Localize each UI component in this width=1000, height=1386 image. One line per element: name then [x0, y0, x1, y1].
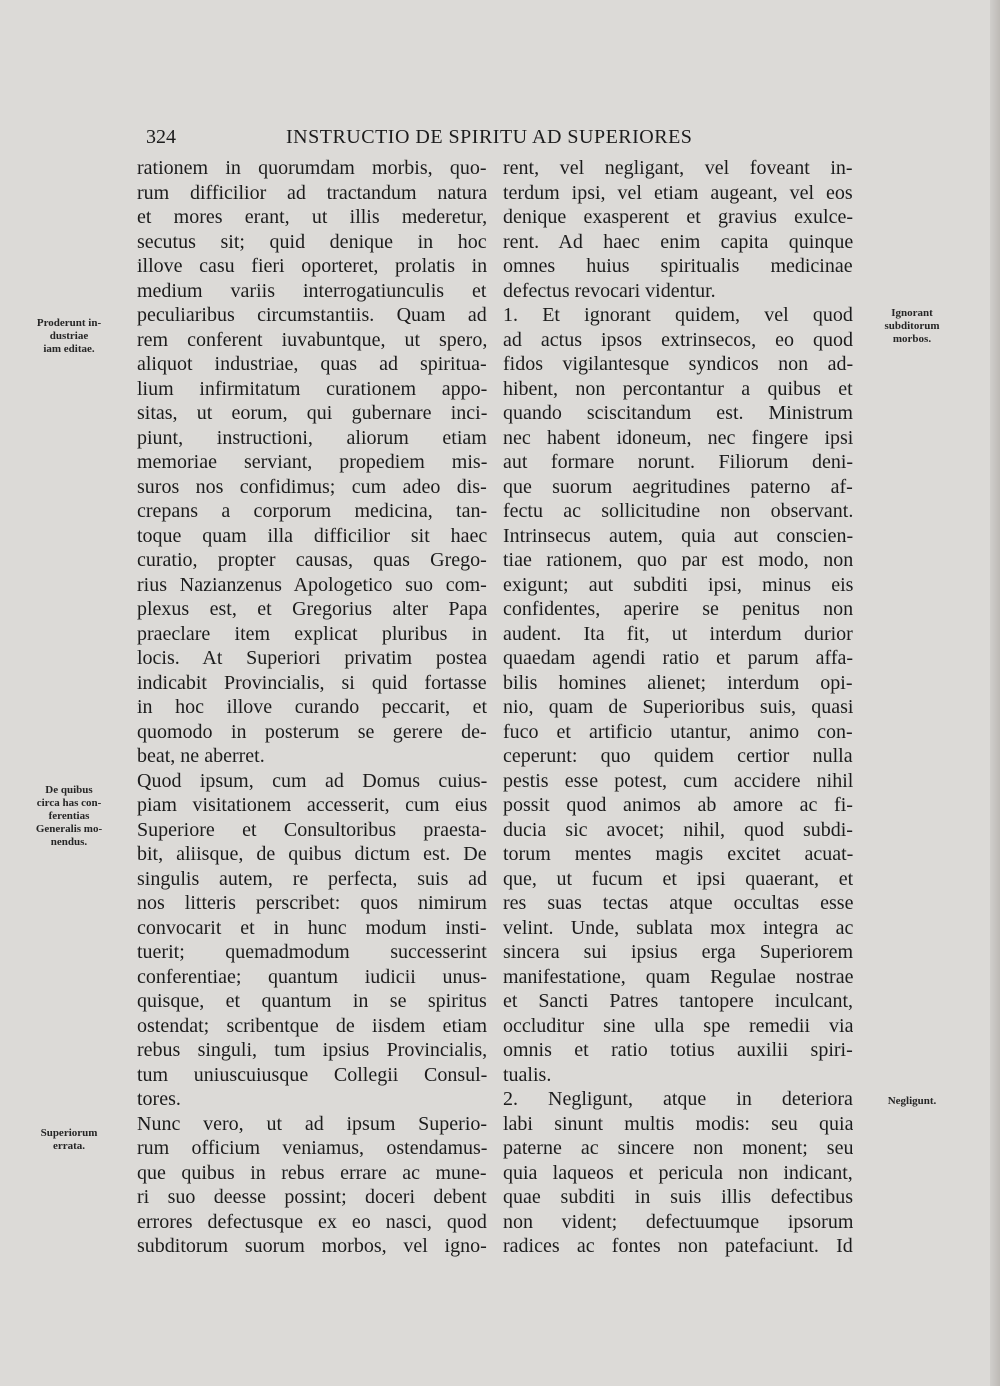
- text-line: ad actus ipsos extrinsecos, eo quod: [503, 328, 853, 351]
- text-line: beat, ne aberret.: [137, 745, 265, 767]
- margin-note-line: circa has con-: [36, 797, 102, 809]
- margin-note-negligunt: [860, 1095, 964, 1108]
- text-line: labi sinunt multis modis: seu quia: [503, 1112, 853, 1135]
- text-line: fidos vigilantesque syndicos non ad-: [503, 353, 853, 375]
- text-line: indicabit Provincialis, si quid fortasse: [137, 671, 487, 694]
- text-line: defectus revocari videntur.: [503, 279, 716, 302]
- text-line: peculiaribus circumstantiis. Quam ad: [137, 304, 487, 326]
- margin-note-line: ferentias: [48, 810, 90, 822]
- margin-note-line: Superiorum: [40, 1127, 98, 1139]
- text-line: memoriae serviant, propediem mis-: [137, 451, 487, 473]
- text-line: Nunc vero, ut ad ipsum Superio-: [137, 1112, 487, 1135]
- text-line: ostendat; scribentque de iisdem etiam: [137, 1014, 487, 1037]
- text-line: 1. Et ignorant quidem, vel quod: [503, 304, 853, 326]
- margin-note-line: De quibus: [45, 784, 93, 796]
- text-line: terdum ipsi, vel etiam augeant, vel eos: [503, 181, 853, 204]
- page-gutter-shadow: [990, 0, 1000, 1386]
- text-line: sincera sui ipsius erga Superiorem: [503, 941, 853, 963]
- text-line: rum difficilior ad tractandum natura: [137, 181, 487, 204]
- text-line: fuco et artificio utantur, animo con-: [503, 720, 853, 743]
- text-line: que quibus in rebus errare ac mune-: [137, 1161, 487, 1184]
- text-line: radices ac fontes non patefaciunt. Id: [503, 1235, 853, 1257]
- margin-note-line: nendus.: [50, 836, 88, 848]
- text-line: locis. At Superiori privatim postea: [137, 647, 487, 669]
- text-line: omnes huius spiritualis medicinae: [503, 255, 853, 277]
- margin-note-line: morbos.: [892, 333, 932, 345]
- text-line: quia laqueos et pericula non indicant,: [503, 1161, 853, 1184]
- text-line: rent, vel negligant, vel foveant in-: [503, 157, 853, 179]
- margin-note-ignorant: [860, 307, 964, 346]
- page-number: 324: [146, 126, 176, 148]
- margin-note-line: subditorum: [884, 320, 940, 332]
- text-line: paterne ac sincere non monent; seu: [503, 1137, 853, 1159]
- text-line: exigunt; aut subditi ipsi, minus eis: [503, 573, 853, 596]
- running-title: INSTRUCTIO DE SPIRITU AD SUPERIORES: [286, 126, 693, 148]
- text-line: occluditur sine ulla spe remedii via: [503, 1014, 853, 1037]
- text-line: bit, aliisque, de quibus dictum est. De: [137, 843, 487, 865]
- text-line: confidentes, aperire se penitus non: [503, 598, 853, 620]
- text-line: convocarit et in hunc modum insti-: [137, 916, 487, 939]
- margin-note-de-quibus: [14, 784, 124, 849]
- text-line: bilis homines alienet; interdum opi-: [503, 671, 853, 694]
- text-line: nio, quam de Superioribus suis, quasi: [503, 696, 853, 718]
- text-line: praeclare item explicat pluribus in: [137, 622, 487, 645]
- text-line: medium variis interrogatiunculis et: [137, 279, 487, 302]
- text-line: et mores erant, ut illis mederetur,: [137, 206, 487, 228]
- page-header: [0, 122, 1000, 152]
- text-line: rem conferent iuvabuntque, ut spero,: [137, 328, 487, 351]
- text-line: rationem in quorumdam morbis, quo-: [137, 157, 487, 179]
- text-line: aliquot industriae, quas ad spiritua-: [137, 353, 487, 375]
- text-line: quisque, et quantum in se spiritus: [137, 990, 487, 1012]
- text-line: omnis et ratio totius auxilii spiri-: [503, 1039, 853, 1061]
- text-line: hibent, non percontantur a quibus et: [503, 377, 853, 400]
- text-line: et Sancti Patres tantopere inculcant,: [503, 990, 853, 1012]
- margin-note-line: iam editae.: [43, 343, 95, 355]
- text-line: errores defectusque ex eo nasci, quod: [137, 1210, 487, 1233]
- text-line: non vident; defectuumque ipsorum: [503, 1210, 853, 1233]
- margin-note-line: Ignorant: [891, 307, 933, 319]
- text-line: possit quod animos ab amore ac fi-: [503, 794, 853, 816]
- margin-note-line: dustriae: [49, 330, 89, 342]
- text-line: que, ut fucum et ipsi quaerant, et: [503, 867, 853, 890]
- text-line: rum officium veniamus, ostendamus-: [137, 1137, 487, 1159]
- text-line: manifestatione, quam Regulae nostrae: [503, 965, 853, 988]
- text-line: ducia sic avocet; nihil, quod subdi-: [503, 818, 853, 841]
- margin-note-line: Generalis mo-: [35, 823, 103, 835]
- text-line: conferentiae; quantum iudicii unus-: [137, 965, 487, 988]
- text-line: que suorum aegritudines paterno af-: [503, 475, 853, 498]
- text-line: tualis.: [503, 1063, 552, 1086]
- text-line: suros nos confidimus; cum adeo dis-: [137, 475, 487, 498]
- text-line: quomodo in posterum se gerere de-: [137, 720, 487, 743]
- text-line: tuerit; quemadmodum successerint: [137, 941, 487, 963]
- text-line: fectu ac sollicitudine non observant.: [503, 500, 853, 522]
- text-line: subditorum suorum morbos, vel igno-: [137, 1235, 487, 1257]
- text-line: piam visitationem accesserit, cum eius: [137, 794, 487, 816]
- text-line: aut formare norunt. Filiorum deni-: [503, 451, 853, 473]
- text-line: rent. Ad haec enim capita quinque: [503, 230, 853, 253]
- margin-note-line: Proderunt in-: [36, 317, 102, 329]
- text-line: quando sciscitandum est. Ministrum: [503, 402, 853, 424]
- margin-note-line: Negligunt.: [887, 1095, 937, 1107]
- margin-note-superiorum-errata: [14, 1127, 124, 1153]
- text-line: secutus sit; quid denique in hoc: [137, 230, 487, 253]
- text-line: Quod ipsum, cum ad Domus cuius-: [137, 769, 487, 792]
- text-line: Superiore et Consultoribus praesta-: [137, 818, 487, 841]
- text-line: ri suo deesse possint; doceri debent: [137, 1186, 487, 1208]
- text-line: tores.: [137, 1088, 181, 1110]
- text-line: Intrinsecus autem, quia aut conscien-: [503, 524, 853, 547]
- text-line: piunt, instructioni, aliorum etiam: [137, 426, 487, 449]
- text-line: ceperunt: quo quidem certior nulla: [503, 745, 853, 767]
- text-line: quae subditi in suis illis defectibus: [503, 1186, 853, 1208]
- text-line: plexus est, et Gregorius alter Papa: [137, 598, 487, 620]
- text-line: nos litteris perscribet: quos nimirum: [137, 892, 487, 914]
- text-line: tiae rationem, quo par est modo, non: [503, 549, 853, 571]
- text-line: illove casu fieri oporteret, prolatis in: [137, 255, 487, 277]
- text-line: 2. Negligunt, atque in deteriora: [503, 1088, 853, 1110]
- text-line: lium infirmitatum curationem appo-: [137, 377, 487, 400]
- text-line: pestis esse potest, cum accidere nihil: [503, 769, 853, 792]
- text-line: crepans a corporum medicina, tan-: [137, 500, 487, 522]
- margin-note-line: errata.: [52, 1140, 86, 1152]
- text-line: curatio, propter causas, quas Grego-: [137, 549, 487, 571]
- text-line: rebus singuli, tum ipsius Provincialis,: [137, 1039, 487, 1061]
- right-text-column: [503, 156, 853, 1259]
- text-line: quaedam agendi ratio et parum affa-: [503, 647, 853, 669]
- margin-note-proderunt: [14, 317, 124, 356]
- text-line: velint. Unde, sublata mox integra ac: [503, 916, 853, 939]
- text-line: toque quam illa difficilior sit haec: [137, 524, 487, 547]
- text-line: audent. Ita fit, ut interdum durior: [503, 622, 853, 645]
- text-line: denique exasperent et gravius exulce-: [503, 206, 853, 228]
- text-line: res suas tectas atque occultas esse: [503, 892, 853, 914]
- text-line: nec habent idoneum, nec fingere ipsi: [503, 426, 853, 449]
- text-line: tum uniuscuiusque Collegii Consul-: [137, 1063, 487, 1086]
- text-line: in hoc illove curando peccarit, et: [137, 696, 487, 718]
- text-line: torum mentes magis excitet acuat-: [503, 843, 853, 865]
- text-line: rius Nazianzenus Apologetico suo com-: [137, 573, 487, 596]
- text-line: singulis autem, re perfecta, suis ad: [137, 867, 487, 890]
- left-text-column: [137, 156, 487, 1259]
- text-line: sitas, ut eorum, qui gubernare inci-: [137, 402, 487, 424]
